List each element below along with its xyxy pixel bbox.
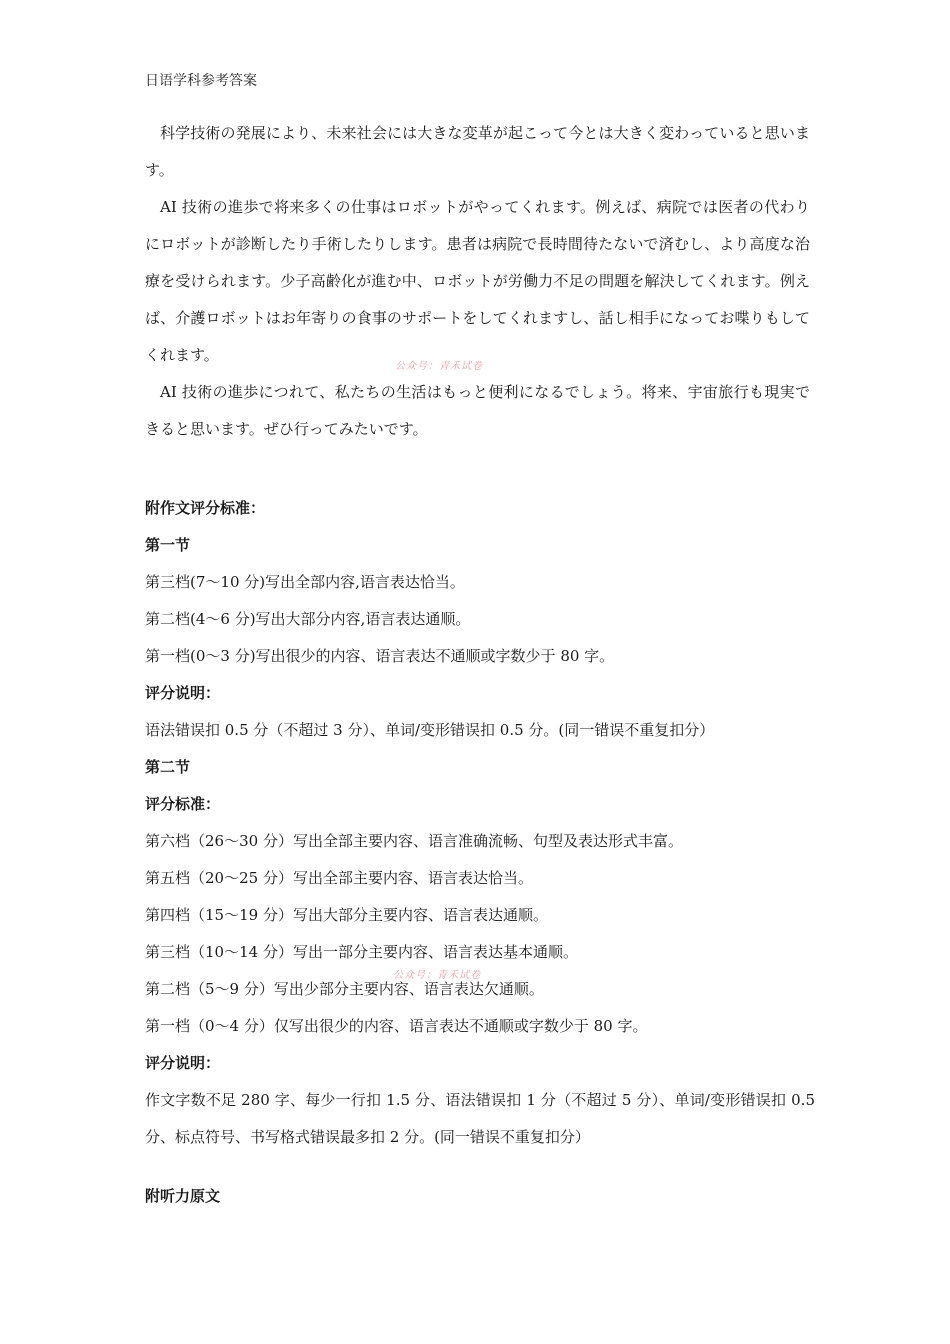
section1-notes-title: 评分说明：: [145, 684, 221, 702]
section2-level: 第六档（26～30 分）写出全部主要内容、语言准确流畅、句型及表达形式丰富。: [145, 832, 683, 850]
watermark: 公众号：青禾试卷: [393, 970, 481, 981]
section2-level: 第四档（15～19 分）写出大部分主要内容、语言表达通顺。: [145, 906, 548, 924]
section1-notes: 语法错误扣 0.5 分（不超过 3 分）、单词/变形错误扣 0.5 分。(同一错误不重复扣分）: [145, 721, 715, 739]
watermark: 公众号：青禾试卷: [395, 361, 483, 372]
section2-level: 第三档（10～14 分）写出一部分主要内容、语言表达基本通顺。: [145, 943, 578, 961]
essay-answer: [145, 115, 810, 448]
grading-criteria: [145, 490, 815, 1156]
essay-paragraph: AI 技術の進歩につれて、私たちの生活はもっと便利になるでしょう。将来、宇宙旅行も現実できると思います。ぜひ行ってみたいです。: [145, 383, 810, 438]
essay-paragraph: 科学技術の発展により、未来社会には大きな変革が起こって今とは大きく変わっていると思います。: [145, 124, 810, 179]
page-header: 日语学科参考答案: [145, 73, 257, 89]
essay-paragraph: AI 技術の進歩で将来多くの仕事はロボットがやってくれます。例えば、病院では医者の代わりにロボットが診断したり手術したりします。患者は病院で長時間待たないで済むし、より高度な治療を受けられます。少子高齢化が進む中、ロボットが労働力不足の問題を解決してくれます。例えば、介護ロボットはお年寄りの食事のサポートをしてくれますし、話し相手になってお喋りもしてくれます。: [145, 198, 810, 364]
section2-level: 第二档（5～9 分）写出少部分主要内容、语言表达欠通顺。: [145, 980, 544, 998]
section2-notes-title: 评分说明：: [145, 1054, 221, 1072]
section2-notes: 作文字数不足 280 字、每少一行扣 1.5 分、语法错误扣 1 分（不超过 5 分）、单词/变形错误扣 0.5 分、标点符号、书写格式错误最多扣 2 分。(同一错误不重复扣分）: [145, 1091, 815, 1146]
section1-level: 第二档(4～6 分)写出大部分内容,语言表达通顺。: [145, 610, 471, 628]
section1-level: 第三档(7～10 分)写出全部内容,语言表达恰当。: [145, 573, 465, 591]
section1-level: 第一档(0～3 分)写出很少的内容、语言表达不通顺或字数少于 80 字。: [145, 647, 615, 665]
section2-standard-title: 评分标准：: [145, 795, 221, 813]
listening-heading: 附听力原文: [145, 1187, 221, 1205]
section2-title: 第二节: [145, 758, 191, 776]
section2-level: 第一档（0～4 分）仅写出很少的内容、语言表达不通顺或字数少于 80 字。: [145, 1017, 648, 1035]
criteria-heading: 附作文评分标准：: [145, 499, 266, 517]
section2-level: 第五档（20～25 分）写出全部主要内容、语言表达恰当。: [145, 869, 533, 887]
section1-title: 第一节: [145, 536, 191, 554]
